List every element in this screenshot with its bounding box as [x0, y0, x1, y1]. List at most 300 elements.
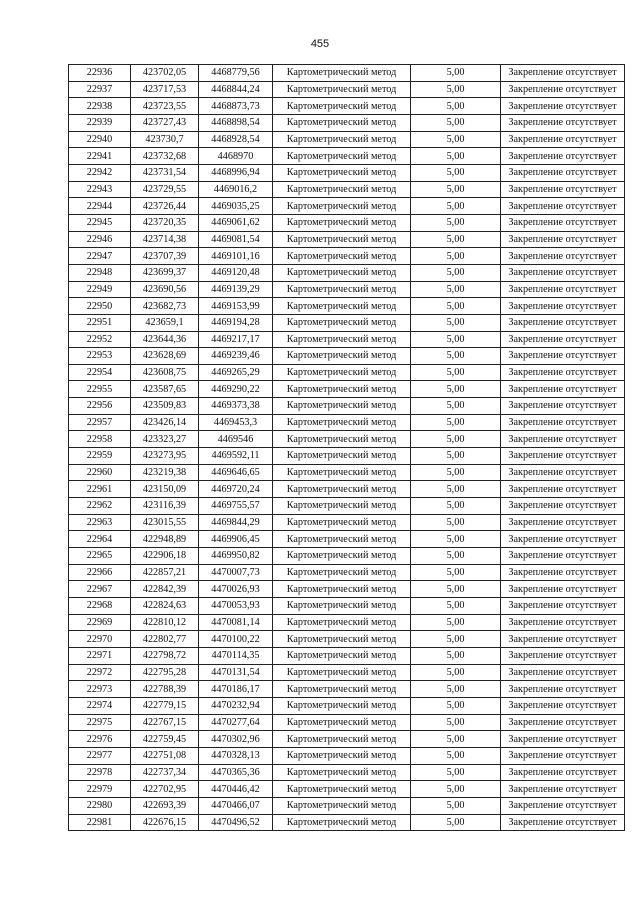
- fixing-description-cell: Закрепление отсутствует: [501, 148, 625, 165]
- point-number-cell: 22937: [69, 81, 131, 98]
- accuracy-cell: 5,00: [411, 381, 501, 398]
- x-coordinate-cell: 423323,27: [131, 431, 199, 448]
- table-row: [69, 448, 625, 465]
- table-row: [69, 697, 625, 714]
- table-row: [69, 148, 625, 165]
- y-coordinate-cell: 4470081,14: [199, 614, 273, 631]
- fixing-description-cell: Закрепление отсутствует: [501, 398, 625, 415]
- point-number-cell: 22968: [69, 598, 131, 615]
- accuracy-cell: 5,00: [411, 681, 501, 698]
- accuracy-cell: 5,00: [411, 664, 501, 681]
- table-row: [69, 181, 625, 198]
- table-row: [69, 681, 625, 698]
- fixing-description-cell: Закрепление отсутствует: [501, 714, 625, 731]
- x-coordinate-cell: 422810,12: [131, 614, 199, 631]
- page-number: 455: [310, 38, 330, 50]
- method-cell: Картометрический метод: [273, 664, 411, 681]
- x-coordinate-cell: 422751,08: [131, 747, 199, 764]
- x-coordinate-cell: 423707,39: [131, 248, 199, 265]
- method-cell: Картометрический метод: [273, 598, 411, 615]
- x-coordinate-cell: 423150,09: [131, 481, 199, 498]
- table-row: [69, 514, 625, 531]
- method-cell: Картометрический метод: [273, 814, 411, 831]
- method-cell: Картометрический метод: [273, 98, 411, 115]
- point-number-cell: 22942: [69, 164, 131, 181]
- y-coordinate-cell: 4469720,24: [199, 481, 273, 498]
- y-coordinate-cell: 4469844,29: [199, 514, 273, 531]
- table-row: [69, 231, 625, 248]
- y-coordinate-cell: 4468970: [199, 148, 273, 165]
- method-cell: Картометрический метод: [273, 481, 411, 498]
- point-number-cell: 22944: [69, 198, 131, 215]
- table-row: [69, 598, 625, 615]
- y-coordinate-cell: 4468928,54: [199, 131, 273, 148]
- x-coordinate-cell: 423273,95: [131, 448, 199, 465]
- method-cell: Картометрический метод: [273, 581, 411, 598]
- accuracy-cell: 5,00: [411, 531, 501, 548]
- fixing-description-cell: Закрепление отсутствует: [501, 797, 625, 814]
- point-number-cell: 22941: [69, 148, 131, 165]
- method-cell: Картометрический метод: [273, 464, 411, 481]
- table-row: [69, 131, 625, 148]
- accuracy-cell: 5,00: [411, 148, 501, 165]
- y-coordinate-cell: 4470302,96: [199, 731, 273, 748]
- y-coordinate-cell: 4469101,16: [199, 248, 273, 265]
- point-number-cell: 22943: [69, 181, 131, 198]
- y-coordinate-cell: 4470053,93: [199, 598, 273, 615]
- accuracy-cell: 5,00: [411, 814, 501, 831]
- point-number-cell: 22967: [69, 581, 131, 598]
- y-coordinate-cell: 4469194,28: [199, 314, 273, 331]
- method-cell: Картометрический метод: [273, 448, 411, 465]
- method-cell: Картометрический метод: [273, 564, 411, 581]
- table-row: [69, 198, 625, 215]
- point-number-cell: 22938: [69, 98, 131, 115]
- method-cell: Картометрический метод: [273, 314, 411, 331]
- table-row: [69, 264, 625, 281]
- fixing-description-cell: Закрепление отсутствует: [501, 697, 625, 714]
- y-coordinate-cell: 4469546: [199, 431, 273, 448]
- table-row: [69, 564, 625, 581]
- point-number-cell: 22960: [69, 464, 131, 481]
- x-coordinate-cell: 422795,28: [131, 664, 199, 681]
- point-number-cell: 22948: [69, 264, 131, 281]
- accuracy-cell: 5,00: [411, 98, 501, 115]
- table-row: [69, 114, 625, 131]
- fixing-description-cell: Закрепление отсутствует: [501, 581, 625, 598]
- method-cell: Картометрический метод: [273, 781, 411, 798]
- fixing-description-cell: Закрепление отсутствует: [501, 631, 625, 648]
- accuracy-cell: 5,00: [411, 548, 501, 565]
- method-cell: Картометрический метод: [273, 381, 411, 398]
- point-number-cell: 22939: [69, 114, 131, 131]
- x-coordinate-cell: 423219,38: [131, 464, 199, 481]
- y-coordinate-cell: 4469755,57: [199, 498, 273, 515]
- y-coordinate-cell: 4469061,62: [199, 214, 273, 231]
- fixing-description-cell: Закрепление отсутствует: [501, 481, 625, 498]
- fixing-description-cell: Закрепление отсутствует: [501, 614, 625, 631]
- accuracy-cell: 5,00: [411, 448, 501, 465]
- method-cell: Картометрический метод: [273, 614, 411, 631]
- method-cell: Картометрический метод: [273, 514, 411, 531]
- table-row: [69, 614, 625, 631]
- method-cell: Картометрический метод: [273, 681, 411, 698]
- accuracy-cell: 5,00: [411, 298, 501, 315]
- accuracy-cell: 5,00: [411, 331, 501, 348]
- method-cell: Картометрический метод: [273, 697, 411, 714]
- x-coordinate-cell: 423717,53: [131, 81, 199, 98]
- y-coordinate-cell: 4470466,07: [199, 797, 273, 814]
- method-cell: Картометрический метод: [273, 231, 411, 248]
- x-coordinate-cell: 422824,63: [131, 598, 199, 615]
- fixing-description-cell: Закрепление отсутствует: [501, 231, 625, 248]
- accuracy-cell: 5,00: [411, 498, 501, 515]
- point-number-cell: 22952: [69, 331, 131, 348]
- accuracy-cell: 5,00: [411, 164, 501, 181]
- fixing-description-cell: Закрепление отсутствует: [501, 647, 625, 664]
- x-coordinate-cell: 423608,75: [131, 364, 199, 381]
- table-row: [69, 98, 625, 115]
- x-coordinate-cell: 423727,43: [131, 114, 199, 131]
- accuracy-cell: 5,00: [411, 747, 501, 764]
- accuracy-cell: 5,00: [411, 514, 501, 531]
- accuracy-cell: 5,00: [411, 214, 501, 231]
- method-cell: Картометрический метод: [273, 498, 411, 515]
- fixing-description-cell: Закрепление отсутствует: [501, 731, 625, 748]
- table-row: [69, 747, 625, 764]
- point-number-cell: 22962: [69, 498, 131, 515]
- accuracy-cell: 5,00: [411, 114, 501, 131]
- x-coordinate-cell: 423628,69: [131, 348, 199, 365]
- x-coordinate-cell: 423730,7: [131, 131, 199, 148]
- y-coordinate-cell: 4470186,17: [199, 681, 273, 698]
- accuracy-cell: 5,00: [411, 581, 501, 598]
- method-cell: Картометрический метод: [273, 298, 411, 315]
- method-cell: Картометрический метод: [273, 181, 411, 198]
- accuracy-cell: 5,00: [411, 614, 501, 631]
- x-coordinate-cell: 423509,83: [131, 398, 199, 415]
- y-coordinate-cell: 4470277,64: [199, 714, 273, 731]
- table-row: [69, 164, 625, 181]
- fixing-description-cell: Закрепление отсутствует: [501, 381, 625, 398]
- x-coordinate-cell: 422788,39: [131, 681, 199, 698]
- y-coordinate-cell: 4469035,25: [199, 198, 273, 215]
- x-coordinate-cell: 423587,65: [131, 381, 199, 398]
- fixing-description-cell: Закрепление отсутствует: [501, 81, 625, 98]
- point-number-cell: 22973: [69, 681, 131, 698]
- table-row: [69, 531, 625, 548]
- accuracy-cell: 5,00: [411, 731, 501, 748]
- point-number-cell: 22977: [69, 747, 131, 764]
- table-row: [69, 581, 625, 598]
- x-coordinate-cell: 423015,55: [131, 514, 199, 531]
- point-number-cell: 22965: [69, 548, 131, 565]
- accuracy-cell: 5,00: [411, 314, 501, 331]
- y-coordinate-cell: 4470114,35: [199, 647, 273, 664]
- y-coordinate-cell: 4470328,13: [199, 747, 273, 764]
- table-row: [69, 314, 625, 331]
- point-number-cell: 22966: [69, 564, 131, 581]
- fixing-description-cell: Закрепление отсутствует: [501, 114, 625, 131]
- y-coordinate-cell: 4468898,54: [199, 114, 273, 131]
- point-number-cell: 22954: [69, 364, 131, 381]
- table-row: [69, 348, 625, 365]
- accuracy-cell: 5,00: [411, 281, 501, 298]
- point-number-cell: 22950: [69, 298, 131, 315]
- y-coordinate-cell: 4470446,42: [199, 781, 273, 798]
- point-number-cell: 22963: [69, 514, 131, 531]
- accuracy-cell: 5,00: [411, 81, 501, 98]
- point-number-cell: 22972: [69, 664, 131, 681]
- point-number-cell: 22955: [69, 381, 131, 398]
- fixing-description-cell: Закрепление отсутствует: [501, 514, 625, 531]
- table-row: [69, 431, 625, 448]
- table-row: [69, 631, 625, 648]
- x-coordinate-cell: 422767,15: [131, 714, 199, 731]
- point-number-cell: 22959: [69, 448, 131, 465]
- fixing-description-cell: Закрепление отсутствует: [501, 598, 625, 615]
- fixing-description-cell: Закрепление отсутствует: [501, 414, 625, 431]
- accuracy-cell: 5,00: [411, 231, 501, 248]
- table-row: [69, 298, 625, 315]
- accuracy-cell: 5,00: [411, 631, 501, 648]
- fixing-description-cell: Закрепление отсутствует: [501, 331, 625, 348]
- accuracy-cell: 5,00: [411, 647, 501, 664]
- x-coordinate-cell: 423720,35: [131, 214, 199, 231]
- table-row: [69, 331, 625, 348]
- y-coordinate-cell: 4468844,24: [199, 81, 273, 98]
- y-coordinate-cell: 4469646,65: [199, 464, 273, 481]
- table-row: [69, 464, 625, 481]
- accuracy-cell: 5,00: [411, 348, 501, 365]
- accuracy-cell: 5,00: [411, 464, 501, 481]
- table-row: [69, 731, 625, 748]
- method-cell: Картометрический метод: [273, 631, 411, 648]
- method-cell: Картометрический метод: [273, 148, 411, 165]
- x-coordinate-cell: 422948,89: [131, 531, 199, 548]
- accuracy-cell: 5,00: [411, 264, 501, 281]
- method-cell: Картометрический метод: [273, 348, 411, 365]
- method-cell: Картометрический метод: [273, 714, 411, 731]
- x-coordinate-cell: 423723,55: [131, 98, 199, 115]
- accuracy-cell: 5,00: [411, 431, 501, 448]
- y-coordinate-cell: 4470007,73: [199, 564, 273, 581]
- method-cell: Картометрический метод: [273, 164, 411, 181]
- x-coordinate-cell: 423729,55: [131, 181, 199, 198]
- table-row: [69, 548, 625, 565]
- method-cell: Картометрический метод: [273, 65, 411, 82]
- point-number-cell: 22976: [69, 731, 131, 748]
- y-coordinate-cell: 4469217,17: [199, 331, 273, 348]
- point-number-cell: 22961: [69, 481, 131, 498]
- table-row: [69, 664, 625, 681]
- table-row: [69, 647, 625, 664]
- point-number-cell: 22974: [69, 697, 131, 714]
- accuracy-cell: 5,00: [411, 198, 501, 215]
- table-row: [69, 381, 625, 398]
- method-cell: Картометрический метод: [273, 214, 411, 231]
- fixing-description-cell: Закрепление отсутствует: [501, 348, 625, 365]
- fixing-description-cell: Закрепление отсутствует: [501, 314, 625, 331]
- y-coordinate-cell: 4469120,48: [199, 264, 273, 281]
- y-coordinate-cell: 4469290,22: [199, 381, 273, 398]
- x-coordinate-cell: 422779,15: [131, 697, 199, 714]
- method-cell: Картометрический метод: [273, 431, 411, 448]
- point-number-cell: 22936: [69, 65, 131, 82]
- method-cell: Картометрический метод: [273, 248, 411, 265]
- point-number-cell: 22945: [69, 214, 131, 231]
- fixing-description-cell: Закрепление отсутствует: [501, 681, 625, 698]
- y-coordinate-cell: 4470131,54: [199, 664, 273, 681]
- fixing-description-cell: Закрепление отсутствует: [501, 214, 625, 231]
- accuracy-cell: 5,00: [411, 764, 501, 781]
- table-row: [69, 364, 625, 381]
- fixing-description-cell: Закрепление отсутствует: [501, 664, 625, 681]
- fixing-description-cell: Закрепление отсутствует: [501, 131, 625, 148]
- fixing-description-cell: Закрепление отсутствует: [501, 764, 625, 781]
- method-cell: Картометрический метод: [273, 331, 411, 348]
- table-row: [69, 498, 625, 515]
- fixing-description-cell: Закрепление отсутствует: [501, 747, 625, 764]
- fixing-description-cell: Закрепление отсутствует: [501, 164, 625, 181]
- fixing-description-cell: Закрепление отсутствует: [501, 281, 625, 298]
- point-number-cell: 22971: [69, 647, 131, 664]
- y-coordinate-cell: 4469373,38: [199, 398, 273, 415]
- y-coordinate-cell: 4469139,29: [199, 281, 273, 298]
- y-coordinate-cell: 4468996,94: [199, 164, 273, 181]
- y-coordinate-cell: 4469081,54: [199, 231, 273, 248]
- x-coordinate-cell: 422693,39: [131, 797, 199, 814]
- point-number-cell: 22964: [69, 531, 131, 548]
- y-coordinate-cell: 4470232,94: [199, 697, 273, 714]
- table-row: [69, 781, 625, 798]
- method-cell: Картометрический метод: [273, 198, 411, 215]
- method-cell: Картометрический метод: [273, 414, 411, 431]
- y-coordinate-cell: 4469265,29: [199, 364, 273, 381]
- x-coordinate-cell: 422798,72: [131, 647, 199, 664]
- table-row: [69, 714, 625, 731]
- point-number-cell: 22978: [69, 764, 131, 781]
- accuracy-cell: 5,00: [411, 181, 501, 198]
- y-coordinate-cell: 4469153,99: [199, 298, 273, 315]
- point-number-cell: 22975: [69, 714, 131, 731]
- fixing-description-cell: Закрепление отсутствует: [501, 98, 625, 115]
- accuracy-cell: 5,00: [411, 248, 501, 265]
- y-coordinate-cell: 4470100,22: [199, 631, 273, 648]
- table-row: [69, 214, 625, 231]
- table-body: [69, 65, 625, 831]
- table-row: [69, 814, 625, 831]
- point-number-cell: 22981: [69, 814, 131, 831]
- accuracy-cell: 5,00: [411, 598, 501, 615]
- method-cell: Картометрический метод: [273, 114, 411, 131]
- accuracy-cell: 5,00: [411, 65, 501, 82]
- fixing-description-cell: Закрепление отсутствует: [501, 498, 625, 515]
- method-cell: Картометрический метод: [273, 131, 411, 148]
- x-coordinate-cell: 422737,34: [131, 764, 199, 781]
- x-coordinate-cell: 423690,56: [131, 281, 199, 298]
- x-coordinate-cell: 422802,77: [131, 631, 199, 648]
- point-number-cell: 22949: [69, 281, 131, 298]
- x-coordinate-cell: 423426,14: [131, 414, 199, 431]
- accuracy-cell: 5,00: [411, 697, 501, 714]
- fixing-description-cell: Закрепление отсутствует: [501, 548, 625, 565]
- method-cell: Картометрический метод: [273, 647, 411, 664]
- point-number-cell: 22969: [69, 614, 131, 631]
- x-coordinate-cell: 422906,18: [131, 548, 199, 565]
- x-coordinate-cell: 423699,37: [131, 264, 199, 281]
- fixing-description-cell: Закрепление отсутствует: [501, 781, 625, 798]
- x-coordinate-cell: 423702,05: [131, 65, 199, 82]
- table-row: [69, 764, 625, 781]
- fixing-description-cell: Закрепление отсутствует: [501, 248, 625, 265]
- x-coordinate-cell: 423659,1: [131, 314, 199, 331]
- x-coordinate-cell: 423731,54: [131, 164, 199, 181]
- y-coordinate-cell: 4469453,3: [199, 414, 273, 431]
- x-coordinate-cell: 423714,38: [131, 231, 199, 248]
- fixing-description-cell: Закрепление отсутствует: [501, 264, 625, 281]
- fixing-description-cell: Закрепление отсутствует: [501, 298, 625, 315]
- y-coordinate-cell: 4469016,2: [199, 181, 273, 198]
- y-coordinate-cell: 4469592,11: [199, 448, 273, 465]
- method-cell: Картометрический метод: [273, 264, 411, 281]
- fixing-description-cell: Закрепление отсутствует: [501, 198, 625, 215]
- coordinates-table: [68, 64, 625, 831]
- point-number-cell: 22947: [69, 248, 131, 265]
- accuracy-cell: 5,00: [411, 131, 501, 148]
- fixing-description-cell: Закрепление отсутствует: [501, 364, 625, 381]
- x-coordinate-cell: 423732,68: [131, 148, 199, 165]
- fixing-description-cell: Закрепление отсутствует: [501, 531, 625, 548]
- point-number-cell: 22958: [69, 431, 131, 448]
- fixing-description-cell: Закрепление отсутствует: [501, 448, 625, 465]
- x-coordinate-cell: 422759,45: [131, 731, 199, 748]
- x-coordinate-cell: 422702,95: [131, 781, 199, 798]
- y-coordinate-cell: 4470365,36: [199, 764, 273, 781]
- point-number-cell: 22980: [69, 797, 131, 814]
- y-coordinate-cell: 4468779,56: [199, 65, 273, 82]
- method-cell: Картометрический метод: [273, 548, 411, 565]
- point-number-cell: 22953: [69, 348, 131, 365]
- table-row: [69, 65, 625, 82]
- y-coordinate-cell: 4469906,45: [199, 531, 273, 548]
- fixing-description-cell: Закрепление отсутствует: [501, 464, 625, 481]
- x-coordinate-cell: 423116,39: [131, 498, 199, 515]
- table-row: [69, 281, 625, 298]
- y-coordinate-cell: 4470026,93: [199, 581, 273, 598]
- x-coordinate-cell: 423682,73: [131, 298, 199, 315]
- accuracy-cell: 5,00: [411, 414, 501, 431]
- y-coordinate-cell: 4469239,46: [199, 348, 273, 365]
- point-number-cell: 22957: [69, 414, 131, 431]
- fixing-description-cell: Закрепление отсутствует: [501, 181, 625, 198]
- fixing-description-cell: Закрепление отсутствует: [501, 65, 625, 82]
- method-cell: Картометрический метод: [273, 731, 411, 748]
- y-coordinate-cell: 4470496,52: [199, 814, 273, 831]
- x-coordinate-cell: 423726,44: [131, 198, 199, 215]
- accuracy-cell: 5,00: [411, 797, 501, 814]
- accuracy-cell: 5,00: [411, 564, 501, 581]
- y-coordinate-cell: 4469950,82: [199, 548, 273, 565]
- method-cell: Картометрический метод: [273, 747, 411, 764]
- method-cell: Картометрический метод: [273, 398, 411, 415]
- table-row: [69, 481, 625, 498]
- table-row: [69, 414, 625, 431]
- x-coordinate-cell: 423644,36: [131, 331, 199, 348]
- point-number-cell: 22951: [69, 314, 131, 331]
- fixing-description-cell: Закрепление отсутствует: [501, 431, 625, 448]
- point-number-cell: 22979: [69, 781, 131, 798]
